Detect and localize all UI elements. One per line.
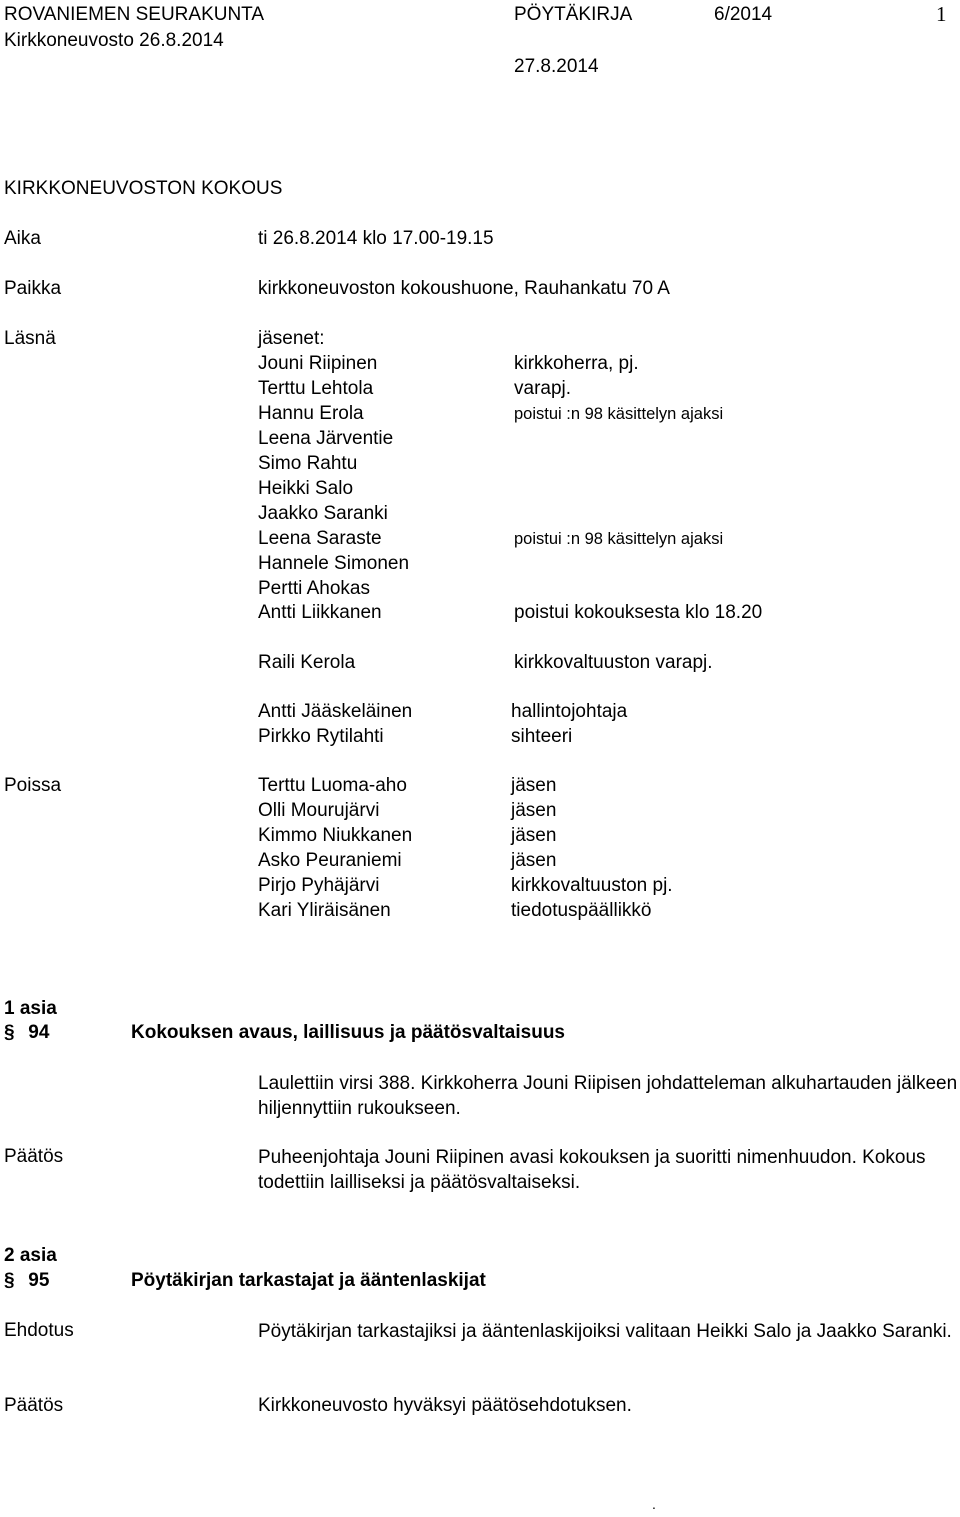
item2-section-number: 95	[28, 1270, 50, 1291]
member-note: poistui kokouksesta klo 18.20	[514, 602, 763, 623]
item2-section	[4, 1271, 49, 1292]
org-name: ROVANIEMEN SEURAKUNTA	[4, 4, 265, 25]
member-note: varapj.	[514, 378, 572, 399]
absent-note: jäsen	[511, 825, 557, 846]
attendee-note: kirkkovaltuuston varapj.	[514, 652, 713, 673]
item1-intro: Laulettiin virsi 388. Kirkkoherra Jouni Riipisen johdatteleman alkuhartauden jälkeen hiljennyttiin rukoukseen.	[258, 1073, 958, 1119]
item1-section	[4, 1023, 49, 1044]
members-group-label: jäsenet:	[258, 328, 325, 349]
member-note: kirkkoherra, pj.	[514, 353, 639, 374]
absent-name: Kari Yliräisänen	[258, 900, 391, 921]
absent-name: Olli Mourujärvi	[258, 800, 380, 821]
item2-proposal: Pöytäkirjan tarkastajiksi ja ääntenlaskijoiksi valitaan Heikki Salo ja Jaakko Saranki.	[258, 1321, 952, 1342]
absent-name: Kimmo Niukkanen	[258, 825, 413, 846]
item1-decision: Puheenjohtaja Jouni Riipinen avasi kokouksen ja suoritti nimenhuudon. Kokous todettiin lailliseksi ja päätösvaltaiseksi.	[258, 1147, 926, 1193]
attendee-name: Pirkko Rytilahti	[258, 726, 384, 747]
absent-name: Asko Peuraniemi	[258, 850, 402, 871]
absent-note: jäsen	[511, 775, 557, 796]
section-sign-icon: §	[4, 1270, 15, 1291]
absent-note: tiedotuspäällikkö	[511, 900, 652, 921]
attendee-name: Raili Kerola	[258, 652, 356, 673]
poissa-label: Poissa	[4, 775, 62, 796]
aika-value: ti 26.8.2014 klo 17.00-19.15	[258, 228, 494, 249]
member-name: Hannu Erola	[258, 403, 364, 424]
absent-note: jäsen	[511, 800, 557, 821]
item1-decision-label: Päätös	[4, 1146, 64, 1167]
member-note: poistui :n 98 käsittelyn ajaksi	[514, 405, 724, 423]
item2-proposal-label: Ehdotus	[4, 1320, 74, 1341]
attendee-note: hallintojohtaja	[511, 701, 628, 722]
member-name: Hannele Simonen	[258, 553, 410, 574]
item2-decision: Kirkkoneuvosto hyväksyi päätösehdotuksen.	[258, 1395, 632, 1416]
date-line: 27.8.2014	[514, 56, 599, 77]
item1-asia: 1 asia	[4, 998, 57, 1019]
member-name: Pertti Ahokas	[258, 578, 370, 599]
member-name: Terttu Lehtola	[258, 378, 374, 399]
page-title: KIRKKONEUVOSTON KOKOUS	[4, 178, 283, 199]
member-name: Antti Liikkanen	[258, 602, 382, 623]
item2-decision-label: Päätös	[4, 1395, 64, 1416]
member-name: Jaakko Saranki	[258, 503, 388, 524]
absent-note: jäsen	[511, 850, 557, 871]
member-note: poistui :n 98 käsittelyn ajaksi	[514, 530, 724, 548]
page-number: 1	[936, 2, 947, 26]
absent-name: Pirjo Pyhäjärvi	[258, 875, 380, 896]
absent-name: Terttu Luoma-aho	[258, 775, 407, 796]
document-number: 6/2014	[714, 4, 773, 25]
item1-heading: Kokouksen avaus, laillisuus ja päätösvaltaisuus	[131, 1022, 566, 1043]
item2-heading: Pöytäkirjan tarkastajat ja ääntenlaskijat	[131, 1270, 486, 1291]
aika-label: Aika	[4, 228, 41, 249]
absent-note: kirkkovaltuuston pj.	[511, 875, 673, 896]
paikka-value: kirkkoneuvoston kokoushuone, Rauhankatu 70 A	[258, 278, 670, 299]
meeting-line: Kirkkoneuvosto 26.8.2014	[4, 30, 224, 51]
paikka-label: Paikka	[4, 278, 62, 299]
item2-asia: 2 asia	[4, 1245, 57, 1266]
member-name: Leena Saraste	[258, 528, 382, 549]
footer-mark: .	[652, 1496, 656, 1512]
member-name: Simo Rahtu	[258, 453, 358, 474]
lasna-label: Läsnä	[4, 328, 56, 349]
member-name: Leena Järventie	[258, 428, 394, 449]
document-type: PÖYTÄKIRJA	[514, 4, 633, 25]
section-sign-icon: §	[4, 1022, 15, 1043]
item1-section-number: 94	[28, 1022, 50, 1043]
attendee-name: Antti Jääskeläinen	[258, 701, 413, 722]
member-name: Heikki Salo	[258, 478, 354, 499]
member-name: Jouni Riipinen	[258, 353, 378, 374]
attendee-note: sihteeri	[511, 726, 573, 747]
